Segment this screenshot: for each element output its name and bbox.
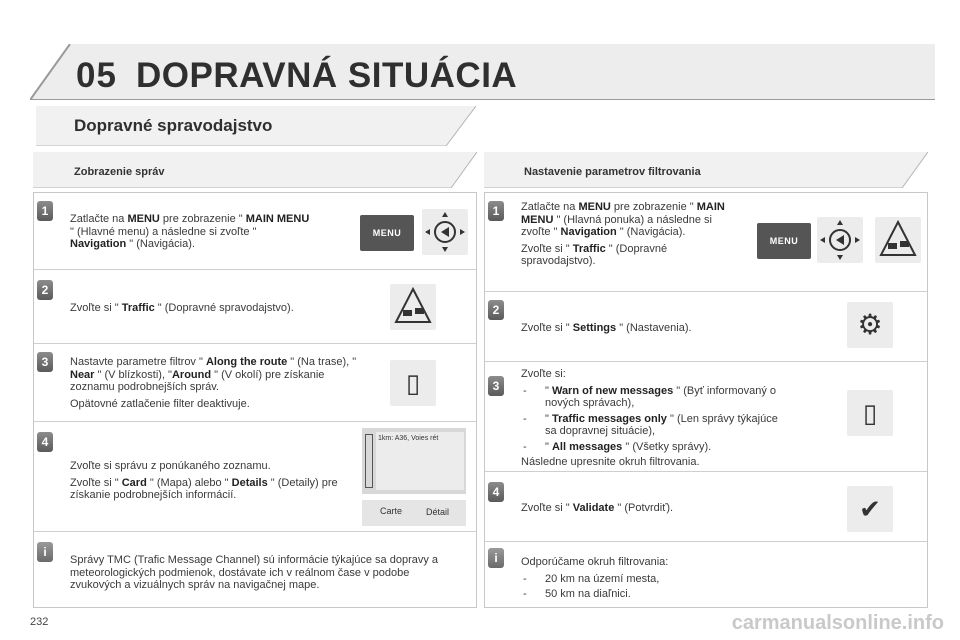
page-number: 232 <box>30 616 49 628</box>
page-title: DOPRAVNÁ SITUÁCIA <box>136 56 518 95</box>
validate-check-icon: ✔ <box>847 486 893 532</box>
watermark: carmanualsonline.info <box>731 612 944 634</box>
left-step-3-text: Nastavte parametre filtrov " Along the route " (Na trase), " Near " (V blízkosti), "Around " (V okolí) pre získanie zoznamu podrobnejších správ. Opätovné zatlačenie filter deaktivuje. <box>70 356 357 410</box>
message-list-item: 1km: A36, Voies rét <box>376 432 464 490</box>
right-info <box>485 541 927 609</box>
left-info-text: Správy TMC (Trafic Message Channel) sú informácie týkajúce sa dopravy a meteorologických podmienok, dostávate ich v reálnom čase v podobe zvukových a vizuálnych správ na navigačnej mape. <box>70 554 439 591</box>
step-badge: 3 <box>37 352 53 372</box>
right-subtitle: Nastavenie parametrov filtrovania <box>524 166 701 178</box>
step-badge: 2 <box>37 280 53 300</box>
scroll-bar-icon <box>365 434 373 488</box>
right-step-2-text: Zvoľte si " Settings " (Nastavenia). <box>521 322 692 334</box>
left-step-2 <box>34 269 476 343</box>
menu-button-icon: MENU <box>360 215 414 251</box>
right-step-4 <box>485 471 927 541</box>
filter-key-icon: ▯ <box>847 390 893 436</box>
info-icon: i <box>488 548 504 568</box>
navigation-dial-icon <box>422 209 468 255</box>
right-step-3-text: Zvoľte si: - " Warn of new messages " (Byť informovaný o nových správach), - " Traffic messages only " (Len správy týkajúce sa dopravnej situácie), - " All messages " (Všetky správy). Následne upresnite okruh filtrovania. <box>521 368 791 473</box>
right-step-3 <box>485 361 927 471</box>
menu-button-icon: MENU <box>757 223 811 259</box>
left-step-1 <box>34 193 476 269</box>
right-step-2 <box>485 291 927 361</box>
left-step-1-text: Zatlačte na MENU pre zobrazenie " MAIN MENU " (Hlavné menu) a následne si zvoľte " Navigation " (Navigácia). <box>70 213 310 250</box>
navigation-dial-icon <box>817 217 863 263</box>
step-badge: 1 <box>37 201 53 221</box>
chapter-number: 05 <box>76 56 117 95</box>
right-step-1 <box>485 193 927 291</box>
section-title: Dopravné spravodajstvo <box>74 116 273 135</box>
step-badge: 4 <box>37 432 53 452</box>
left-step-4 <box>34 421 476 531</box>
left-step-2-text: Zvoľte si " Traffic " (Dopravné spravodajstvo). <box>70 302 294 314</box>
right-steps-box <box>484 192 928 608</box>
step-badge: 2 <box>488 300 504 320</box>
step-badge: 3 <box>488 376 504 396</box>
left-step-3 <box>34 343 476 421</box>
right-step-1-text: Zatlačte na MENU pre zobrazenie " MAIN MENU " (Hlavná ponuka) a následne si zvoľte " Navigation " (Navigácia). Zvoľte si " Traffic " (Dopravné spravodajstvo). <box>521 201 725 267</box>
left-info <box>34 531 476 609</box>
left-subtitle: Zobrazenie správ <box>74 166 165 178</box>
step-badge: 1 <box>488 201 504 221</box>
card-button: Carte <box>380 506 403 516</box>
left-steps-box <box>33 192 477 608</box>
detail-button: Détail <box>426 507 450 517</box>
right-step-4-text: Zvoľte si " Validate " (Potvrdiť). <box>521 502 674 514</box>
card-detail-bar <box>362 500 466 526</box>
right-info-text: Odporúčame okruh filtrovania: - 20 km na území mesta, - 50 km na diaľnici. <box>521 556 821 604</box>
traffic-icon <box>390 284 436 330</box>
traffic-icon <box>875 217 921 263</box>
step-badge: 4 <box>488 482 504 502</box>
left-step-4-text: Zvoľte si správu z ponúkaného zoznamu. Zvoľte si " Card " (Mapa) alebo " Details " (Detaily) pre získanie podrobnejších informácií. <box>70 460 338 501</box>
message-list-screen <box>362 428 466 494</box>
filter-key-icon: ▯ <box>390 360 436 406</box>
settings-gear-icon: ⚙ <box>847 302 893 348</box>
info-icon: i <box>37 542 53 562</box>
